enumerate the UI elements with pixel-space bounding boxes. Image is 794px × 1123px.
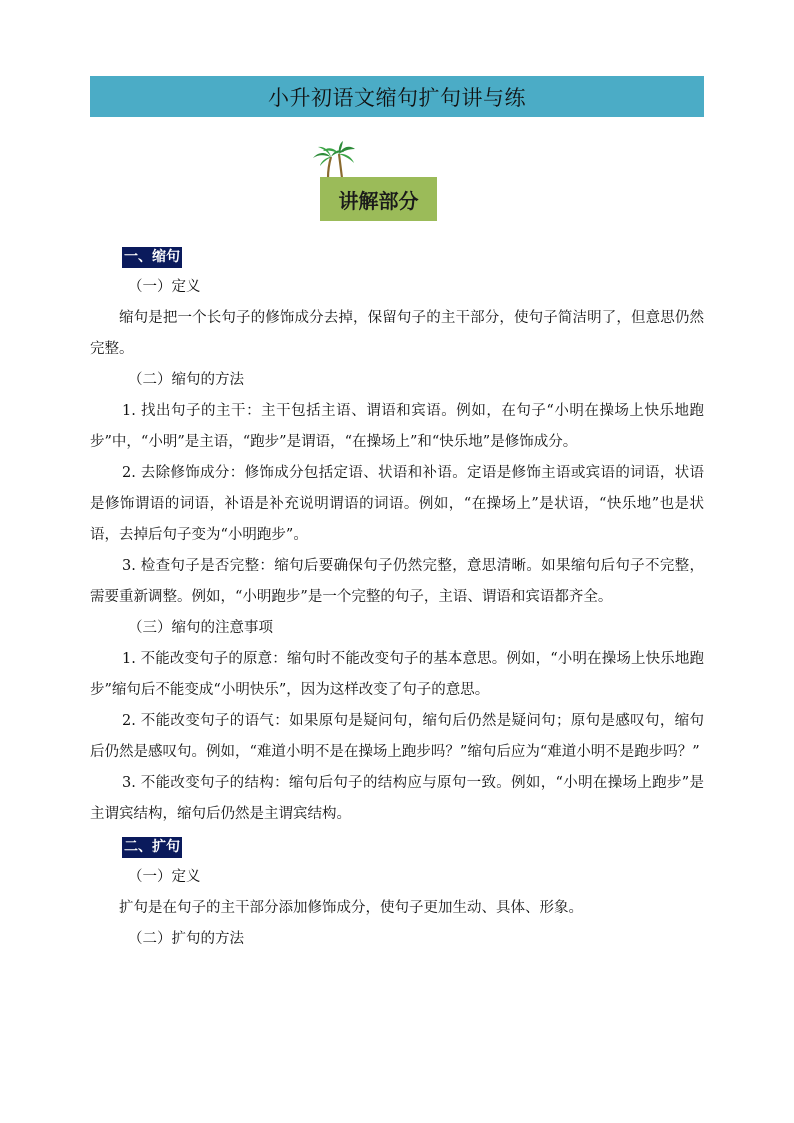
- paragraph-definition: 缩句是把一个长句子的修饰成分去掉，保留句子的主干部分，使句子简洁明了，但意思仍然完整。: [90, 310, 704, 357]
- note-item-3: 3. 不能改变句子的结构：缩句后句子的结构应与原句一致。例如，“小明在操场上跑步”是主谓宾结构，缩句后仍然是主谓宾结构。: [90, 775, 704, 822]
- method-item-2: 2. 去除修饰成分：修饰成分包括定语、状语和补语。定语是修饰主语或宾语的词语，状语是修饰谓语的词语，补语是补充说明谓语的词语。例如，“在操场上”是状语，“快乐地”也是状语，去掉后句子变为“小明跑步”。: [90, 465, 704, 543]
- title-banner: [90, 76, 704, 117]
- subheading-methods: （二）缩句的方法: [128, 372, 244, 388]
- note-item-1: 1. 不能改变句子的原意：缩句时不能改变句子的基本意思。例如，“小明在操场上快乐地跑步”缩句后不能变成“小明快乐”，因为这样改变了句子的意思。: [90, 651, 704, 698]
- section-label-box: [320, 177, 437, 221]
- paragraph-definition-2: 扩句是在句子的主干部分添加修饰成分，使句子更加生动、具体、形象。: [119, 900, 583, 916]
- subheading-definition-2: （一）定义: [128, 869, 201, 885]
- subheading-methods-2: （二）扩句的方法: [128, 931, 244, 947]
- method-item-3: 3. 检查句子是否完整：缩句后要确保句子仍然完整，意思清晰。如果缩句后句子不完整，需要重新调整。例如，“小明跑步”是一个完整的句子，主语、谓语和宾语都齐全。: [90, 558, 704, 605]
- method-item-1: 1. 找出句子的主干：主干包括主语、谓语和宾语。例如，在句子“小明在操场上快乐地跑步”中，“小明”是主语，“跑步”是谓语，“在操场上”和“快乐地”是修饰成分。: [90, 403, 704, 450]
- palm-tree-icon: [310, 140, 358, 180]
- document-body: [90, 240, 704, 955]
- note-item-2: 2. 不能改变句子的语气：如果原句是疑问句，缩句后仍然是疑问句；原句是感叹句，缩句后仍然是感叹句。例如，“难道小明不是在操场上跑步吗？”缩句后应为“难道小明不是跑步吗？”: [90, 713, 704, 760]
- document-title: 小升初语文缩句扩句讲与练: [268, 85, 526, 110]
- section-label: 讲解部分: [338, 188, 419, 213]
- subheading-notes: （三）缩句的注意事项: [128, 620, 273, 636]
- heading-kuoju: 二、扩句: [122, 837, 182, 858]
- subheading-definition: （一）定义: [128, 279, 201, 295]
- heading-suoju: 一、缩句: [122, 247, 182, 268]
